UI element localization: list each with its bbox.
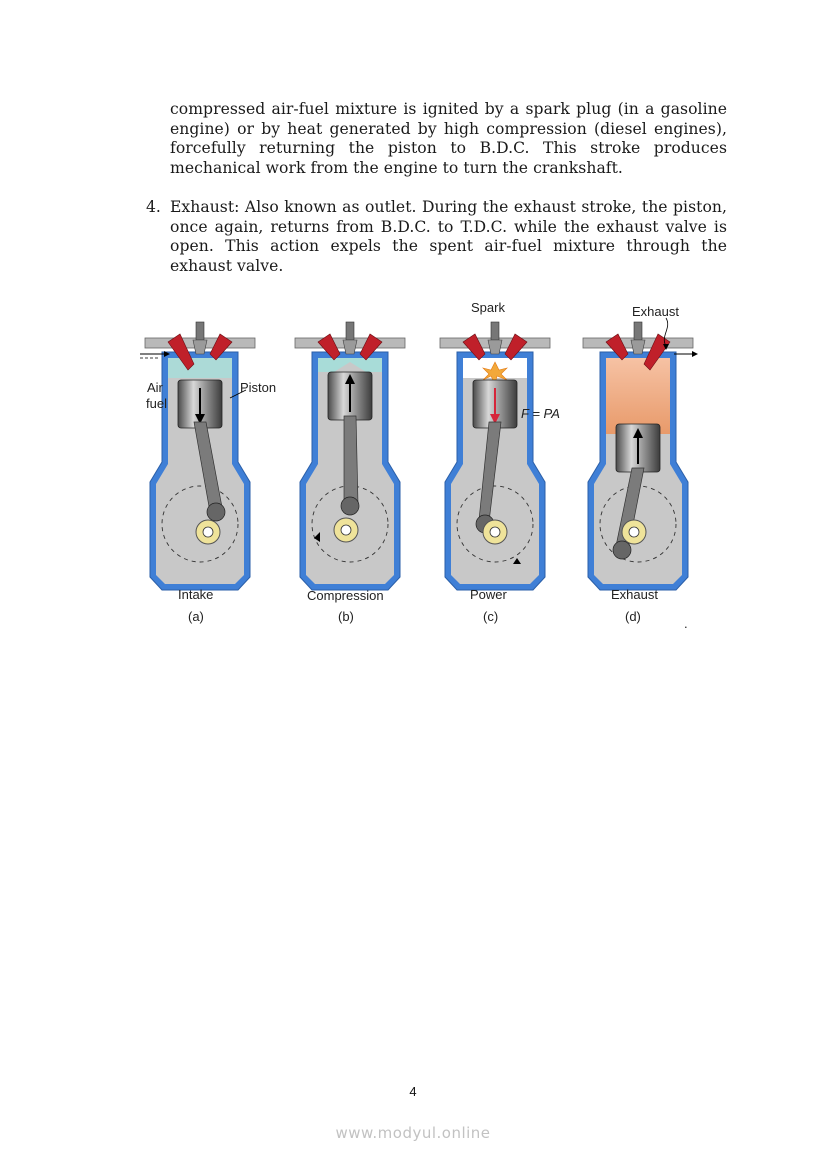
piston-label: Piston — [240, 380, 277, 395]
spark-label: Spark — [471, 300, 505, 315]
panel-compression — [295, 322, 405, 590]
trailing-dot: . — [684, 616, 688, 631]
list-item-exhaust-text: Exhaust: Also known as outlet. During the exhaust stroke, the piston, once again, returns from B.D.C. to T.D.C. while the exhaust valve is open. This action expels the spent air-fuel mixture through the exhaust valve. — [170, 198, 727, 275]
caption-letter-d: (d) — [625, 609, 641, 624]
paragraph-continuation: compressed air-fuel mixture is ignited by a spark plug (in a gasoline engine) or by heat generated by high compression (diesel engines), forcefully returning the piston to B.D.C. This stroke produces mechanical work from the engine to turn the crankshaft. — [170, 100, 727, 177]
page-number: 4 — [409, 1084, 417, 1099]
watermark: www.modyul.online — [335, 1124, 491, 1142]
panel-power — [440, 322, 550, 590]
caption-power: Power — [470, 587, 507, 602]
caption-letter-b: (b) — [338, 609, 354, 624]
fuel-label: fuel — [146, 396, 167, 411]
caption-letter-c: (c) — [483, 609, 499, 624]
four-stroke-engine-figure — [140, 292, 700, 632]
panel-intake — [140, 322, 255, 590]
caption-intake: Intake — [178, 587, 214, 602]
caption-exhaust: Exhaust — [611, 587, 658, 602]
caption-compression: Compression — [307, 588, 384, 603]
list-item-number: 4. — [146, 198, 161, 216]
caption-letter-a: (a) — [188, 609, 204, 624]
air-label: Air — [147, 380, 163, 395]
force-equation-label: F = PA — [521, 406, 560, 421]
panel-exhaust — [583, 318, 698, 590]
exhaust-label: Exhaust — [632, 304, 679, 319]
